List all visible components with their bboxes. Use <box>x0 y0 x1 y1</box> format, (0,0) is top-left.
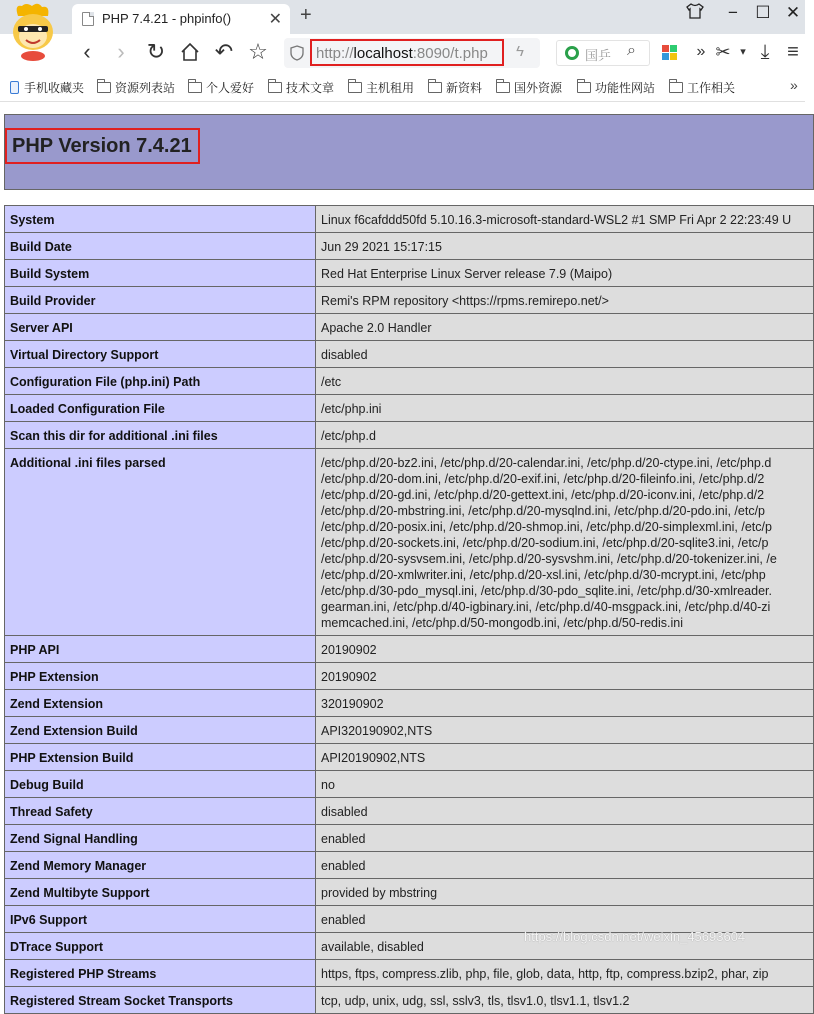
menu-icon[interactable]: ≡ <box>787 41 799 63</box>
ini-file-line: /etc/php.d/20-xmlwriter.ini, /etc/php.d/20-xsl.ini, /etc/php.d/30-mcrypt.ini, /etc/php <box>321 568 766 582</box>
undo-icon[interactable]: ↶ <box>214 39 234 64</box>
bookmark-folder[interactable] <box>268 79 334 95</box>
bookmark-folder[interactable] <box>188 79 254 95</box>
row-value: /etc/php.ini <box>316 395 814 422</box>
search-engine-icon <box>565 46 579 60</box>
shirt-icon[interactable] <box>680 3 710 24</box>
url-text[interactable] <box>316 45 488 62</box>
row-key: Build System <box>5 260 316 287</box>
title-bar <box>0 0 805 34</box>
table-row-additional-ini <box>5 449 814 636</box>
table-row <box>5 771 814 798</box>
row-value: disabled <box>316 341 814 368</box>
table-row <box>5 798 814 825</box>
url-highlight-box <box>310 39 504 66</box>
table-row <box>5 636 814 663</box>
table-row <box>5 825 814 852</box>
php-version-title: PHP Version 7.4.21 <box>12 135 192 157</box>
bookmark-label: 新资料 <box>446 81 483 95</box>
url-path: :8090/t.php <box>412 45 488 62</box>
bookmark-label: 主机租用 <box>366 81 415 95</box>
table-row <box>5 960 814 987</box>
bookmark-folder[interactable] <box>348 79 414 95</box>
folder-icon <box>428 82 442 93</box>
table-row <box>5 422 814 449</box>
php-version-header <box>4 114 814 190</box>
row-value: 20190902 <box>316 636 814 663</box>
page-viewport[interactable] <box>0 103 805 1008</box>
row-value: enabled <box>316 825 814 852</box>
row-key: DTrace Support <box>5 933 316 960</box>
ini-file-line: /etc/php.d/20-gd.ini, /etc/php.d/20-gettext.ini, /etc/php.d/20-iconv.ini, /etc/php.d/2 <box>321 488 765 502</box>
row-key: Build Provider <box>5 287 316 314</box>
watermark-text: https://blog.csdn.net/weixin_45693604 <box>524 929 746 944</box>
row-key: PHP Extension <box>5 663 316 690</box>
ini-file-line: memcached.ini, /etc/php.d/50-mongodb.ini, /etc/php.d/50-redis.ini <box>321 616 684 630</box>
browser-logo-icon[interactable] <box>4 2 62 62</box>
ini-file-list <box>321 455 808 631</box>
ini-file-line: gearman.ini, /etc/php.d/40-igbinary.ini, /etc/php.d/40-msgpack.ini, /etc/php.d/40-zi <box>321 600 771 614</box>
bookmark-label: 功能性网站 <box>595 81 656 95</box>
row-key: Server API <box>5 314 316 341</box>
bookmarks-bar <box>0 72 805 102</box>
table-row <box>5 717 814 744</box>
folder-icon <box>669 82 683 93</box>
download-icon[interactable]: ⤓ <box>760 41 770 63</box>
table-row <box>5 879 814 906</box>
row-key: System <box>5 206 316 233</box>
folder-icon <box>348 82 362 93</box>
back-icon[interactable]: ‹ <box>83 39 91 64</box>
row-key: PHP API <box>5 636 316 663</box>
search-icon[interactable]: ⌕ <box>627 42 636 59</box>
table-row <box>5 287 814 314</box>
row-key: Zend Memory Manager <box>5 852 316 879</box>
bookmark-label: 资源列表站 <box>115 81 176 95</box>
toolbar <box>0 34 805 72</box>
folder-icon <box>496 82 510 93</box>
bookmark-folder[interactable] <box>97 79 175 95</box>
row-key: Registered Stream Socket Transports <box>5 987 316 1014</box>
minimize-icon[interactable]: − <box>728 3 738 22</box>
bookmark-folder[interactable] <box>577 79 655 95</box>
tab-title: PHP 7.4.21 - phpinfo() <box>102 11 232 26</box>
table-row <box>5 341 814 368</box>
browser-tab[interactable] <box>72 4 290 34</box>
row-key: PHP Extension Build <box>5 744 316 771</box>
row-key: Debug Build <box>5 771 316 798</box>
row-key: Loaded Configuration File <box>5 395 316 422</box>
search-input[interactable]: 国乒 <box>585 48 612 63</box>
row-value: Red Hat Enterprise Linux Server release 7.9 (Maipo) <box>316 260 814 287</box>
phone-icon <box>10 81 19 94</box>
row-key: Additional .ini files parsed <box>5 449 316 636</box>
row-value: Apache 2.0 Handler <box>316 314 814 341</box>
row-value: 320190902 <box>316 690 814 717</box>
row-value: Remi's RPM repository <https://rpms.remirepo.net/> <box>316 287 814 314</box>
new-tab-icon[interactable]: + <box>300 4 312 26</box>
row-key: Registered PHP Streams <box>5 960 316 987</box>
ini-file-line: /etc/php.d/30-pdo_mysql.ini, /etc/php.d/30-pdo_sqlite.ini, /etc/php.d/30-xmlreader. <box>321 584 772 598</box>
ini-file-line: /etc/php.d/20-dom.ini, /etc/php.d/20-exif.ini, /etc/php.d/20-fileinfo.ini, /etc/php.d/2 <box>321 472 765 486</box>
table-row <box>5 744 814 771</box>
row-value: enabled <box>316 906 814 933</box>
row-value: /etc <box>316 368 814 395</box>
bookmark-label: 手机收藏夹 <box>24 81 85 95</box>
row-key: Thread Safety <box>5 798 316 825</box>
table-row <box>5 663 814 690</box>
home-icon[interactable] <box>177 39 203 68</box>
php-info-table <box>4 205 814 1014</box>
bookmark-label: 技术文章 <box>286 81 335 95</box>
row-key: IPv6 Support <box>5 906 316 933</box>
row-value: Linux f6cafddd50fd 5.10.16.3-microsoft-standard-WSL2 #1 SMP Fri Apr 2 22:23:49 U <box>316 206 814 233</box>
row-key: Zend Signal Handling <box>5 825 316 852</box>
star-icon[interactable]: ☆ <box>248 39 268 64</box>
row-value: available, disabled <box>316 933 814 960</box>
row-value: API20190902,NTS <box>316 744 814 771</box>
reload-icon[interactable]: ↻ <box>146 39 166 64</box>
table-row <box>5 260 814 287</box>
row-value: disabled <box>316 798 814 825</box>
bookmark-label: 国外资源 <box>514 81 563 95</box>
table-row <box>5 233 814 260</box>
folder-icon <box>97 82 111 93</box>
url-host: localhost <box>353 45 413 62</box>
forward-icon[interactable]: › <box>117 39 125 64</box>
ini-file-line: /etc/php.d/20-sysvsem.ini, /etc/php.d/20-sysvshm.ini, /etc/php.d/20-tokenizer.ini, /e <box>321 552 777 566</box>
address-bar[interactable] <box>284 38 540 68</box>
ini-file-line: /etc/php.d/20-bz2.ini, /etc/php.d/20-calendar.ini, /etc/php.d/20-ctype.ini, /etc/php.d <box>321 456 772 470</box>
window-close-icon[interactable]: ✕ <box>785 3 801 22</box>
shield-icon <box>290 45 304 60</box>
bookmark-folder[interactable] <box>496 79 562 95</box>
row-key: Build Date <box>5 233 316 260</box>
ini-file-line: /etc/php.d/20-mbstring.ini, /etc/php.d/20-mysqlnd.ini, /etc/php.d/20-pdo.ini, /etc/p <box>321 504 766 518</box>
row-value: Jun 29 2021 15:17:15 <box>316 233 814 260</box>
table-row <box>5 314 814 341</box>
row-key: Zend Extension <box>5 690 316 717</box>
bookmarks-more-icon[interactable]: » <box>790 77 798 93</box>
row-value: enabled <box>316 852 814 879</box>
row-value: API320190902,NTS <box>316 717 814 744</box>
row-value-ini-list <box>316 449 814 636</box>
bookmark-folder[interactable] <box>428 79 482 95</box>
row-value: provided by mbstring <box>316 879 814 906</box>
row-value: https, ftps, compress.zlib, php, file, glob, data, http, ftp, compress.bzip2, phar, zip <box>316 960 814 987</box>
row-value: /etc/php.d <box>316 422 814 449</box>
bookmark-label: 工作相关 <box>687 81 736 95</box>
more-tools-icon[interactable]: » <box>696 43 706 60</box>
maximize-icon[interactable]: ☐ <box>755 3 771 22</box>
row-key: Virtual Directory Support <box>5 341 316 368</box>
folder-icon <box>577 82 591 93</box>
table-row <box>5 852 814 879</box>
table-row <box>5 206 814 233</box>
ini-file-line: /etc/php.d/20-posix.ini, /etc/php.d/20-shmop.ini, /etc/php.d/20-simplexml.ini, /etc/p <box>321 520 772 534</box>
row-value: 20190902 <box>316 663 814 690</box>
row-key: Configuration File (php.ini) Path <box>5 368 316 395</box>
table-row <box>5 987 814 1014</box>
bookmark-folder[interactable] <box>669 79 735 95</box>
folder-icon <box>268 82 282 93</box>
lightning-icon[interactable]: ϟ <box>516 43 524 60</box>
folder-icon <box>188 82 202 93</box>
chevron-down-icon[interactable]: ▾ <box>740 46 746 58</box>
row-key: Zend Extension Build <box>5 717 316 744</box>
row-key: Scan this dir for additional .ini files <box>5 422 316 449</box>
bookmark-mobile[interactable] <box>10 79 84 95</box>
url-scheme: http:// <box>316 45 354 62</box>
table-row <box>5 690 814 717</box>
apps-icon[interactable] <box>662 45 678 61</box>
scissors-icon[interactable]: ✂ <box>715 42 731 62</box>
bookmark-label: 个人爱好 <box>206 81 255 95</box>
table-row <box>5 395 814 422</box>
ini-file-line: /etc/php.d/20-sockets.ini, /etc/php.d/20-sodium.ini, /etc/php.d/20-sqlite3.ini, /etc/p <box>321 536 769 550</box>
search-box[interactable] <box>556 40 650 66</box>
row-value: no <box>316 771 814 798</box>
close-tab-icon[interactable]: ✕ <box>268 11 282 28</box>
row-key: Zend Multibyte Support <box>5 879 316 906</box>
table-row <box>5 368 814 395</box>
page-icon <box>82 12 94 26</box>
row-value: tcp, udp, unix, udg, ssl, sslv3, tls, tlsv1.0, tlsv1.1, tlsv1.2 <box>316 987 814 1014</box>
version-highlight-box <box>5 128 200 164</box>
